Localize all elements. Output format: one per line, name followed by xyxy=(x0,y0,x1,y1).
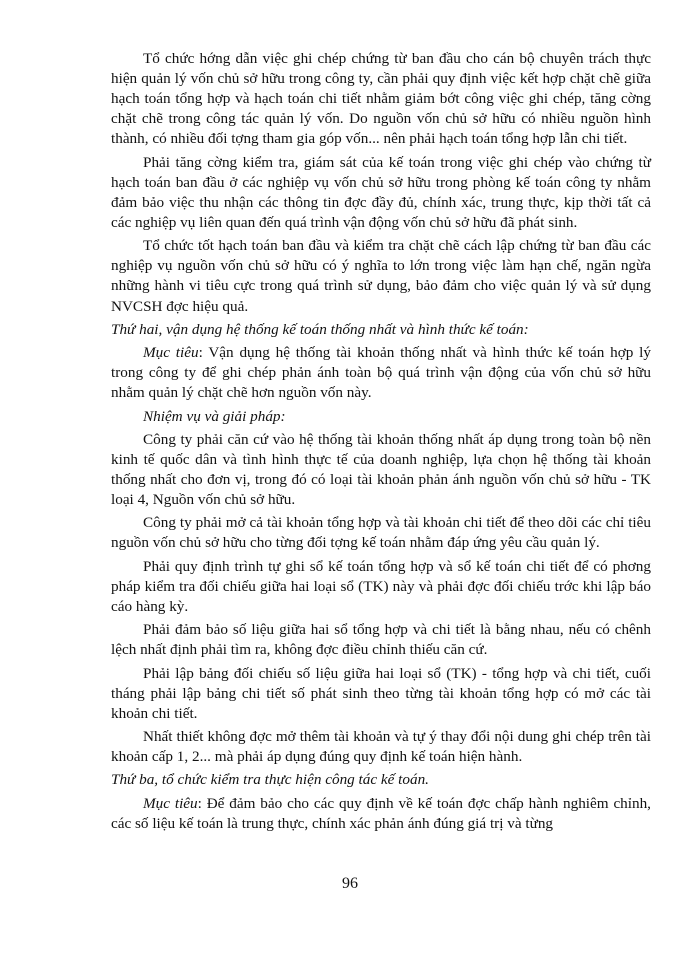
paragraph-7: Phải đảm bảo số liệu giữa hai sổ tổng hợp và chi tiết là bằng nhau, nếu có chênh lệch nhất định phải tìm ra, không đợc điều chỉnh thiếu căn cứ. xyxy=(111,621,651,659)
paragraph-4: Công ty phải căn cứ vào hệ thống tài khoản thống nhất áp dụng trong toàn bộ nền kinh tế quốc dân và tình hình thực tế của doanh nghiệp, lựa chọn hệ thống tài khoản thống nhất cho đơn vị, trong đó có loại tài khoản phản ánh nguồn vốn chủ sở hữu - TK loại 4, Nguồn vốn chủ sở hữu. xyxy=(111,430,651,509)
muc-tieu-label: Mục tiêu xyxy=(143,794,198,812)
muc-tieu-label: Mục tiêu xyxy=(143,344,199,362)
heading-thu-hai: Thứ hai, vận dụng hệ thống kế toán thống nhất và hình thức kế toán: xyxy=(111,320,529,338)
paragraph-9: Nhất thiết không đợc mở thêm tài khoản và tự ý thay đổi nội dung ghi chép trên tài khoản cấp 1, 2... mà phải áp dụng đúng quy định kế toán hiện hành. xyxy=(111,728,651,766)
page-body xyxy=(111,49,651,837)
nhiem-vu-label: Nhiệm vụ và giải pháp: xyxy=(143,407,286,425)
paragraph-2: Phải tăng cờng kiểm tra, giám sát của kế toán trong việc ghi chép vào chứng từ hạch toán ban đầu ở các nghiệp vụ vốn chủ sở hữu trong phòng kế toán công ty nhằm đảm bảo việc thu nhận các thông tin đợc đầy đủ, chính xác, trung thực, kịp thời tất cả các nghiệp vụ liên quan đến quá trình vận động vốn chủ sở hữu đã phát sinh. xyxy=(111,153,651,231)
paragraph-5: Công ty phải mở cả tài khoản tổng hợp và tài khoản chi tiết để theo dõi các chỉ tiêu nguồn vốn chủ sở hữu cho từng đối tợng kế toán nhằm đáp ứng yêu cầu quản lý. xyxy=(111,514,651,552)
paragraph-muc-tieu-3 xyxy=(111,794,651,834)
muc-tieu-text: : Để đảm bảo cho các quy định về kế toán đợc chấp hành nghiêm chỉnh, các số liệu kế toán là trung thực, chính xác phản ánh đúng giá trị và từng xyxy=(111,794,651,832)
muc-tieu-text: : Vận dụng hệ thống tài khoản thống nhất và hình thức kế toán hợp lý trong công ty để ghi chép phản ánh toàn bộ quá trình vận động của vốn chủ sở hữu nhằm quản lý chặt chẽ hơn nguồn vốn này. xyxy=(111,344,651,402)
paragraph-3: Tổ chức tốt hạch toán ban đầu và kiểm tra chặt chẽ cách lập chứng từ ban đầu các nghiệp vụ nguồn vốn chủ sở hữu có ý nghĩa to lớn trong việc làm hạn chế, ngăn ngừa những hành vi tiêu cực trong quá trình sử dụng, bảo đảm cho việc quản lý và sử dụng NVCSH đợc hiệu quả. xyxy=(111,237,651,315)
heading-thu-ba: Thứ ba, tổ chức kiểm tra thực hiện công tác kế toán. xyxy=(111,771,429,789)
paragraph-muc-tieu-2 xyxy=(111,343,651,403)
paragraph-1: Tổ chức hớng dẫn việc ghi chép chứng từ ban đầu cho cán bộ chuyên trách thực hiện quản lý vốn chủ sở hữu trong công ty, cần phải quy định việc kết hợp chặt chẽ giữa hạch toán tổng hợp và hạch toán chi tiết nhằm giảm bớt công việc ghi chép, tăng cờng chặt chẽ trong công tác quản lý vốn. Do nguồn vốn chủ sở hữu có nhiều nguồn hình thành, có nhiều đối tợng tham gia góp vốn... nên phải hạch toán tổng hợp lẫn chi tiết. xyxy=(111,50,651,148)
page-number: 96 xyxy=(342,875,358,892)
paragraph-8: Phải lập bảng đối chiếu số liệu giữa hai loại sổ (TK) - tổng hợp và chi tiết, cuối tháng phải lập bảng chi tiết số phát sinh theo từng tài khoản tổng hợp có mở các tài khoản chi tiết. xyxy=(111,664,651,722)
paragraph-6: Phải quy định trình tự ghi sổ kế toán tổng hợp và sổ kế toán chi tiết để có phơng pháp kiểm tra đối chiếu giữa hai loại sổ (TK) này và phải đợc đối chiếu trớc khi lập báo cáo hàng kỳ. xyxy=(111,557,651,615)
